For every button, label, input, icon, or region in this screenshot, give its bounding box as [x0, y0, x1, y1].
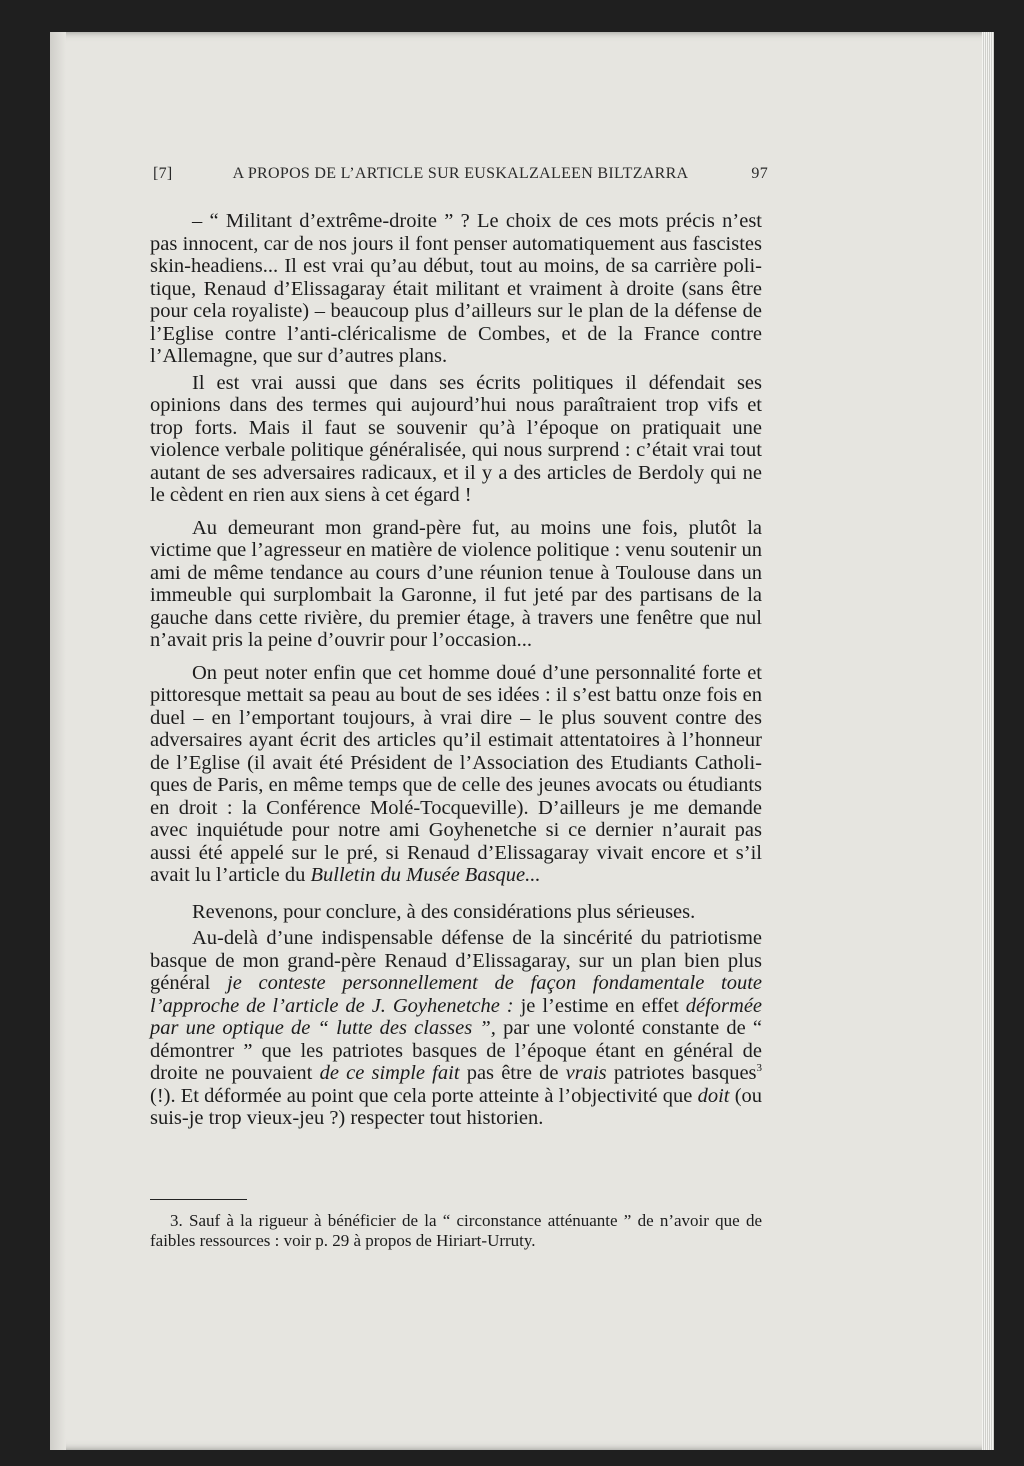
- conclusion-italic-1: je conteste personnellement de façon fondamentale toute l’approche de l’article de J. Goyhenetche :: [150, 972, 762, 1017]
- section-reference: [7]: [153, 165, 173, 182]
- paragraph-duels: [150, 662, 762, 887]
- conclusion-text-d: pas être de: [466, 1062, 559, 1084]
- page-stack-edge: [982, 32, 994, 1450]
- footnote: [150, 1211, 762, 1250]
- paragraph-ecrits: Il est vrai aussi que dans ses écrits politiques il défendait ses opinions dans des termes qui aujourd’hui nous paraîtraient trop vifs et trop forts. Mais il faut se souvenir qu’à l’époque on pratiquait une violence verbale politique généralisée, qui nous surprend : c’était vrai tout autant de ses adversaires radicaux, et il y a des articles de Berdoly qui ne le cèdent en rien aux siens à cet égard !: [150, 371, 762, 506]
- running-title: A PROPOS DE L’ARTICLE SUR EUSKALZALEEN BILTZARRA: [232, 165, 689, 182]
- conclusion-italic-5: doit: [697, 1084, 730, 1107]
- paragraph-violence: Au demeurant mon grand-père fut, au moins une fois, plutôt la victime que l’agresseur en matière de violence politique : venu soutenir un ami de même tendance au cours d’une réunion tenue à Toulouse dans un immeuble qui surplombait la Garonne, il fut jeté par des partisans de la gauche dans cette rivière, du premier étage, à travers une fenêtre que nul n’avait pris la peine d’ouvrir pour l’occasion...: [150, 516, 762, 651]
- conclusion-text-e: patriotes basques: [613, 1062, 757, 1084]
- paragraph-conclusion: [150, 927, 762, 1130]
- conclusion-italic-4: vrais: [565, 1062, 607, 1084]
- paragraph-militant: – “ Militant d’extrême-droite ” ? Le choix de ces mots précis n’est pas innocent, car de nos jours il font penser automatiquement aus fascistes skin-headiens... Il est vrai qu’au début, tout au moins, de sa carrière politique, Renaud d’Elissagaray était militant et vraiment à droite (sans être pour cela royaliste) – beaucoup plus d’ailleurs sur le plan de la défense de l’Eglise contre l’anti-cléricalisme de Combes, et de la France contre l’Allemagne, que sur d’autres plans.: [150, 210, 762, 367]
- footnote-marker: 3: [756, 1062, 763, 1075]
- paragraph-conclure: Revenons, pour conclure, à des considérations plus sérieuses.: [192, 900, 696, 923]
- footnote-3: 3. Sauf à la rigueur à bénéficier de la “ circonstance atténuante ” de n’avoir que de faibles ressources : voir p. 29 à propos de Hiriart-Urruty.: [150, 1211, 762, 1250]
- paragraph-duels-text: On peut noter enfin que cet homme doué d’une personnalité forte et pittoresque mettait sa peau au bout de ses idées : il s’est battu onze fois en duel – en l’emportant toujours, à vrai dire – le plus souvent contre des adversaires ayant écrit des articles qu’il estimait attentatoires à l’honneur de l’Eglise (il avait été Président de l’Association des Etudiants Catholiques de Paris, en même temps que de celle des jeunes avocats ou étudiants en droit : la Conférence Molé-Tocqueville). D’ailleurs je me demande avec inquiétude pour notre ami Goyhenetche si ce dernier n’aurait pas aussi été appelé sur le pré, si Renaud d’Elissagaray vivait encore et s’il avait lu l’article du: [150, 661, 762, 886]
- conclusion-text-f: (!). Et déformée au point que cela porte atteinte à l’objectivité que: [150, 1084, 693, 1107]
- conclusion-text-a: Au-delà d’une indispensable défense de la sincérité du patriotisme basque de mon grand-père Renaud d’Elissagaray, sur un plan bien plus général: [150, 927, 762, 994]
- page-number: 97: [751, 165, 768, 182]
- page-gutter-shadow: [50, 32, 66, 1450]
- conclusion-text-g: (ou suis-je trop vieux-jeu ?) respecter tout historien.: [150, 1084, 763, 1129]
- conclusion-text-c: par une volonté constante de “ démontrer ” que les patriotes basques de l’époque étant en général de droite ne pouvaient: [150, 1017, 762, 1084]
- main-text: [150, 210, 762, 1140]
- conclusion-italic-3: de ce simple fait: [319, 1062, 460, 1084]
- running-header: [153, 165, 768, 189]
- conclusion-italic-2: déformée par une optique de “ lutte des classes ”,: [150, 994, 763, 1039]
- conclusion-text-b: je l’estime en effet: [520, 994, 679, 1017]
- footnote-rule: [150, 1199, 247, 1200]
- bulletin-title: Bulletin du Musée Basque...: [310, 864, 541, 886]
